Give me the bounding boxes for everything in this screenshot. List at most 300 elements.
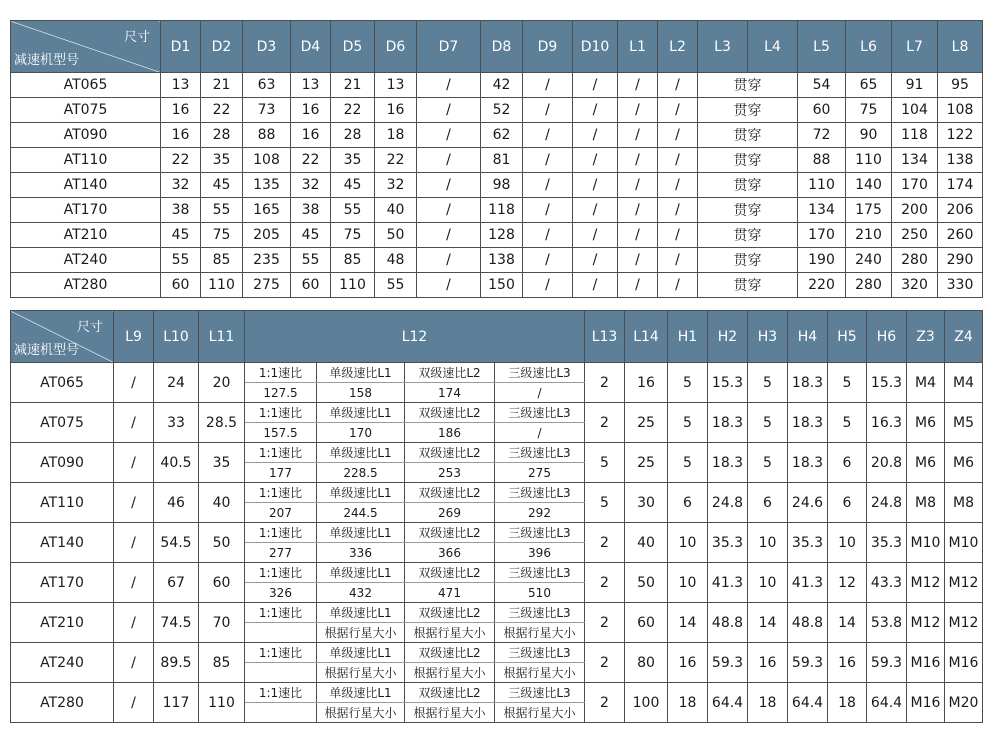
cell-d4: 38 xyxy=(291,198,331,223)
cell-l14: 60 xyxy=(625,603,668,643)
l12-ratio-label: 单级速比L1 xyxy=(317,563,405,583)
cell-d3: 235 xyxy=(243,248,291,273)
cell-d7: / xyxy=(417,98,481,123)
column-header: L2 xyxy=(658,21,698,73)
table-row xyxy=(11,223,983,248)
cell-d4: 60 xyxy=(291,273,331,298)
cell-d1: 16 xyxy=(161,98,201,123)
cell-d5: 110 xyxy=(331,273,375,298)
cell-l9: / xyxy=(114,483,154,523)
cell-l9: / xyxy=(114,603,154,643)
column-header: L9 xyxy=(114,311,154,363)
cell-l10: 46 xyxy=(154,483,199,523)
cell-z4: M5 xyxy=(945,403,983,443)
cell-l6: 240 xyxy=(846,248,892,273)
cell-l13: 2 xyxy=(585,363,625,403)
model-cell: AT140 xyxy=(11,173,161,198)
cell-d7: / xyxy=(417,123,481,148)
column-header: L11 xyxy=(199,311,245,363)
cell-l8: 290 xyxy=(938,248,983,273)
cell-l9: / xyxy=(114,363,154,403)
l12-ratio-label: 单级速比L1 xyxy=(317,363,405,383)
cell-d6: 32 xyxy=(375,173,417,198)
table-row xyxy=(11,273,983,298)
cell-h1: 10 xyxy=(668,523,708,563)
l12-ratio-label: 单级速比L1 xyxy=(317,443,405,463)
model-cell: AT280 xyxy=(11,273,161,298)
l12-ratio-label: 三级速比L3 xyxy=(495,523,585,543)
cell-d7: / xyxy=(417,73,481,98)
model-cell: AT090 xyxy=(11,123,161,148)
l12-ratio-value: 根据行星大小 xyxy=(495,623,585,643)
cell-l3-l4: 贯穿 xyxy=(698,223,798,248)
cell-h4: 59.3 xyxy=(788,643,828,683)
cell-h6: 59.3 xyxy=(867,643,907,683)
cell-l5: 190 xyxy=(798,248,846,273)
dimension-table-top xyxy=(10,20,983,298)
cell-d2: 85 xyxy=(201,248,243,273)
model-cell: AT170 xyxy=(11,198,161,223)
cell-z4: M12 xyxy=(945,603,983,643)
cell-d5: 35 xyxy=(331,148,375,173)
cell-d10: / xyxy=(573,173,618,198)
cell-l7: 200 xyxy=(892,198,938,223)
cell-z4: M12 xyxy=(945,563,983,603)
cell-l1: / xyxy=(618,173,658,198)
cell-h1: 6 xyxy=(668,483,708,523)
l12-ratio-value: 326 xyxy=(245,583,317,603)
cell-h5: 10 xyxy=(828,523,867,563)
cell-d8: 138 xyxy=(481,248,523,273)
l12-ratio-label: 三级速比L3 xyxy=(495,643,585,663)
l12-ratio-label: 1:1速比 xyxy=(245,443,317,463)
cell-d10: / xyxy=(573,73,618,98)
cell-l6: 280 xyxy=(846,273,892,298)
model-cell: AT210 xyxy=(11,223,161,248)
cell-d2: 55 xyxy=(201,198,243,223)
cell-l2: / xyxy=(658,173,698,198)
cell-l11: 85 xyxy=(199,643,245,683)
l12-ratio-label: 单级速比L1 xyxy=(317,403,405,423)
cell-d2: 45 xyxy=(201,173,243,198)
cell-z4: M4 xyxy=(945,363,983,403)
l12-ratio-label: 双级速比L2 xyxy=(405,363,495,383)
cell-d7: / xyxy=(417,273,481,298)
l12-ratio-value: 根据行星大小 xyxy=(405,703,495,723)
table-row xyxy=(11,248,983,273)
l12-ratio-value: 366 xyxy=(405,543,495,563)
l12-ratio-value xyxy=(245,623,317,643)
cell-d4: 55 xyxy=(291,248,331,273)
cell-d3: 88 xyxy=(243,123,291,148)
table-row xyxy=(11,643,983,663)
cell-d4: 16 xyxy=(291,98,331,123)
cell-z3: M12 xyxy=(907,563,945,603)
l12-ratio-label: 三级速比L3 xyxy=(495,403,585,423)
l12-ratio-value: 根据行星大小 xyxy=(317,703,405,723)
cell-d8: 52 xyxy=(481,98,523,123)
cell-l11: 40 xyxy=(199,483,245,523)
l12-ratio-label: 双级速比L2 xyxy=(405,483,495,503)
cell-l10: 117 xyxy=(154,683,199,723)
table-row xyxy=(11,173,983,198)
cell-d2: 22 xyxy=(201,98,243,123)
cell-h5: 5 xyxy=(828,403,867,443)
cell-l11: 35 xyxy=(199,443,245,483)
l12-ratio-label: 双级速比L2 xyxy=(405,403,495,423)
model-cell: AT090 xyxy=(11,443,114,483)
column-header: D7 xyxy=(417,21,481,73)
l12-ratio-label: 1:1速比 xyxy=(245,523,317,543)
cell-l11: 110 xyxy=(199,683,245,723)
column-header: H3 xyxy=(748,311,788,363)
table-row xyxy=(11,98,983,123)
l12-ratio-value: 269 xyxy=(405,503,495,523)
cell-l10: 40.5 xyxy=(154,443,199,483)
cell-h4: 18.3 xyxy=(788,363,828,403)
cell-h2: 41.3 xyxy=(708,563,748,603)
l12-ratio-value: 275 xyxy=(495,463,585,483)
cell-h3: 5 xyxy=(748,443,788,483)
cell-l2: / xyxy=(658,273,698,298)
cell-l1: / xyxy=(618,73,658,98)
cell-d7: / xyxy=(417,198,481,223)
l12-ratio-value: 158 xyxy=(317,383,405,403)
cell-h6: 16.3 xyxy=(867,403,907,443)
cell-h2: 48.8 xyxy=(708,603,748,643)
corner-header-dimension: 尺寸 xyxy=(76,320,103,335)
cell-l6: 75 xyxy=(846,98,892,123)
cell-d3: 275 xyxy=(243,273,291,298)
cell-l7: 91 xyxy=(892,73,938,98)
l12-ratio-label: 双级速比L2 xyxy=(405,643,495,663)
cell-d4: 16 xyxy=(291,123,331,148)
l12-ratio-value: / xyxy=(495,383,585,403)
table-row xyxy=(11,403,983,423)
table-row xyxy=(11,198,983,223)
cell-d9: / xyxy=(523,73,573,98)
cell-d5: 28 xyxy=(331,123,375,148)
cell-l8: 330 xyxy=(938,273,983,298)
cell-l9: / xyxy=(114,563,154,603)
cell-l9: / xyxy=(114,683,154,723)
cell-h1: 16 xyxy=(668,643,708,683)
cell-l7: 104 xyxy=(892,98,938,123)
l12-ratio-value: 207 xyxy=(245,503,317,523)
cell-l11: 60 xyxy=(199,563,245,603)
cell-d6: 55 xyxy=(375,273,417,298)
l12-ratio-label: 1:1速比 xyxy=(245,683,317,703)
column-header: D8 xyxy=(481,21,523,73)
column-header: L8 xyxy=(938,21,983,73)
table-row xyxy=(11,483,983,503)
l12-ratio-label: 1:1速比 xyxy=(245,643,317,663)
l12-ratio-label: 双级速比L2 xyxy=(405,443,495,463)
cell-z3: M16 xyxy=(907,683,945,723)
cell-d10: / xyxy=(573,123,618,148)
cell-l14: 80 xyxy=(625,643,668,683)
cell-d9: / xyxy=(523,123,573,148)
corner-header xyxy=(11,311,114,363)
cell-l2: / xyxy=(658,248,698,273)
cell-h3: 10 xyxy=(748,563,788,603)
table-row xyxy=(11,73,983,98)
cell-l7: 320 xyxy=(892,273,938,298)
cell-h4: 35.3 xyxy=(788,523,828,563)
cell-d1: 55 xyxy=(161,248,201,273)
l12-ratio-label: 三级速比L3 xyxy=(495,443,585,463)
cell-h1: 5 xyxy=(668,443,708,483)
cell-l3-l4: 贯穿 xyxy=(698,198,798,223)
cell-z4: M8 xyxy=(945,483,983,523)
cell-l7: 118 xyxy=(892,123,938,148)
column-header: L14 xyxy=(625,311,668,363)
cell-h6: 35.3 xyxy=(867,523,907,563)
l12-ratio-value: 根据行星大小 xyxy=(405,623,495,643)
cell-h5: 18 xyxy=(828,683,867,723)
cell-d6: 18 xyxy=(375,123,417,148)
l12-ratio-label: 单级速比L1 xyxy=(317,483,405,503)
cell-d7: / xyxy=(417,148,481,173)
cell-h5: 14 xyxy=(828,603,867,643)
cell-d10: / xyxy=(573,248,618,273)
cell-l10: 33 xyxy=(154,403,199,443)
cell-d4: 45 xyxy=(291,223,331,248)
cell-z3: M4 xyxy=(907,363,945,403)
cell-l13: 2 xyxy=(585,523,625,563)
cell-d9: / xyxy=(523,248,573,273)
column-header: L5 xyxy=(798,21,846,73)
cell-d8: 118 xyxy=(481,198,523,223)
cell-h2: 35.3 xyxy=(708,523,748,563)
cell-h3: 18 xyxy=(748,683,788,723)
cell-l1: / xyxy=(618,98,658,123)
cell-h2: 15.3 xyxy=(708,363,748,403)
column-header: Z3 xyxy=(907,311,945,363)
cell-l2: / xyxy=(658,73,698,98)
cell-l2: / xyxy=(658,198,698,223)
l12-ratio-label: 双级速比L2 xyxy=(405,563,495,583)
table-row xyxy=(11,123,983,148)
model-cell: AT140 xyxy=(11,523,114,563)
cell-l6: 110 xyxy=(846,148,892,173)
cell-d1: 38 xyxy=(161,198,201,223)
cell-l1: / xyxy=(618,148,658,173)
cell-h5: 16 xyxy=(828,643,867,683)
cell-h1: 14 xyxy=(668,603,708,643)
cell-d2: 21 xyxy=(201,73,243,98)
l12-ratio-label: 双级速比L2 xyxy=(405,683,495,703)
cell-l14: 25 xyxy=(625,443,668,483)
column-header: D6 xyxy=(375,21,417,73)
l12-ratio-label: 1:1速比 xyxy=(245,603,317,623)
cell-d8: 150 xyxy=(481,273,523,298)
cell-l11: 70 xyxy=(199,603,245,643)
cell-l8: 260 xyxy=(938,223,983,248)
cell-l13: 5 xyxy=(585,443,625,483)
cell-l8: 95 xyxy=(938,73,983,98)
column-header: D10 xyxy=(573,21,618,73)
cell-d9: / xyxy=(523,198,573,223)
cell-d2: 110 xyxy=(201,273,243,298)
cell-d3: 63 xyxy=(243,73,291,98)
l12-ratio-label: 1:1速比 xyxy=(245,403,317,423)
l12-ratio-value: 277 xyxy=(245,543,317,563)
cell-d10: / xyxy=(573,148,618,173)
model-cell: AT110 xyxy=(11,148,161,173)
cell-l8: 108 xyxy=(938,98,983,123)
column-header: H2 xyxy=(708,311,748,363)
cell-h5: 6 xyxy=(828,483,867,523)
cell-l7: 250 xyxy=(892,223,938,248)
l12-ratio-value xyxy=(245,663,317,683)
cell-d5: 45 xyxy=(331,173,375,198)
model-cell: AT240 xyxy=(11,248,161,273)
cell-d3: 135 xyxy=(243,173,291,198)
cell-l5: 170 xyxy=(798,223,846,248)
l12-ratio-value: 根据行星大小 xyxy=(317,663,405,683)
cell-l2: / xyxy=(658,123,698,148)
cell-l8: 206 xyxy=(938,198,983,223)
l12-ratio-label: 三级速比L3 xyxy=(495,683,585,703)
cell-h2: 18.3 xyxy=(708,403,748,443)
l12-ratio-value: 127.5 xyxy=(245,383,317,403)
cell-l3-l4: 贯穿 xyxy=(698,148,798,173)
l12-ratio-value: 432 xyxy=(317,583,405,603)
cell-l13: 2 xyxy=(585,643,625,683)
cell-z3: M6 xyxy=(907,443,945,483)
cell-h5: 6 xyxy=(828,443,867,483)
l12-ratio-value: 177 xyxy=(245,463,317,483)
cell-l3-l4: 贯穿 xyxy=(698,123,798,148)
cell-l1: / xyxy=(618,248,658,273)
cell-d10: / xyxy=(573,223,618,248)
cell-l11: 50 xyxy=(199,523,245,563)
column-header: L6 xyxy=(846,21,892,73)
l12-ratio-label: 1:1速比 xyxy=(245,483,317,503)
cell-h5: 5 xyxy=(828,363,867,403)
column-header: L1 xyxy=(618,21,658,73)
cell-h5: 12 xyxy=(828,563,867,603)
cell-l6: 210 xyxy=(846,223,892,248)
cell-l13: 2 xyxy=(585,563,625,603)
l12-ratio-label: 1:1速比 xyxy=(245,363,317,383)
cell-l5: 220 xyxy=(798,273,846,298)
l12-ratio-label: 单级速比L1 xyxy=(317,643,405,663)
cell-l5: 88 xyxy=(798,148,846,173)
cell-d1: 22 xyxy=(161,148,201,173)
cell-h1: 18 xyxy=(668,683,708,723)
column-header: L3 xyxy=(698,21,748,73)
cell-l10: 89.5 xyxy=(154,643,199,683)
cell-l9: / xyxy=(114,523,154,563)
l12-ratio-value: 根据行星大小 xyxy=(405,663,495,683)
model-cell: AT210 xyxy=(11,603,114,643)
cell-l2: / xyxy=(658,98,698,123)
l12-ratio-label: 1:1速比 xyxy=(245,563,317,583)
cell-l5: 60 xyxy=(798,98,846,123)
cell-h3: 5 xyxy=(748,363,788,403)
column-header: H4 xyxy=(788,311,828,363)
cell-l6: 65 xyxy=(846,73,892,98)
cell-l8: 122 xyxy=(938,123,983,148)
table-row xyxy=(11,363,983,383)
l12-ratio-value: 174 xyxy=(405,383,495,403)
model-cell: AT075 xyxy=(11,403,114,443)
cell-d7: / xyxy=(417,173,481,198)
l12-ratio-label: 三级速比L3 xyxy=(495,563,585,583)
model-cell: AT280 xyxy=(11,683,114,723)
cell-d2: 28 xyxy=(201,123,243,148)
cell-h2: 64.4 xyxy=(708,683,748,723)
cell-l11: 20 xyxy=(199,363,245,403)
corner-header-model: 减速机型号 xyxy=(14,343,80,358)
l12-ratio-value: 根据行星大小 xyxy=(495,663,585,683)
l12-ratio-value: 157.5 xyxy=(245,423,317,443)
l12-ratio-value: / xyxy=(495,423,585,443)
table-row xyxy=(11,563,983,583)
cell-l3-l4: 贯穿 xyxy=(698,273,798,298)
cell-h4: 24.6 xyxy=(788,483,828,523)
cell-d6: 50 xyxy=(375,223,417,248)
cell-d3: 73 xyxy=(243,98,291,123)
cell-h2: 59.3 xyxy=(708,643,748,683)
cell-d4: 32 xyxy=(291,173,331,198)
l12-ratio-value: 186 xyxy=(405,423,495,443)
cell-h3: 16 xyxy=(748,643,788,683)
cell-d10: / xyxy=(573,273,618,298)
cell-d9: / xyxy=(523,223,573,248)
cell-l14: 100 xyxy=(625,683,668,723)
cell-l6: 175 xyxy=(846,198,892,223)
l12-ratio-value: 510 xyxy=(495,583,585,603)
cell-l14: 40 xyxy=(625,523,668,563)
cell-d1: 45 xyxy=(161,223,201,248)
cell-h4: 64.4 xyxy=(788,683,828,723)
cell-d5: 55 xyxy=(331,198,375,223)
cell-l13: 5 xyxy=(585,483,625,523)
cell-l10: 74.5 xyxy=(154,603,199,643)
cell-h6: 24.8 xyxy=(867,483,907,523)
cell-l14: 25 xyxy=(625,403,668,443)
table-row xyxy=(11,443,983,463)
cell-l1: / xyxy=(618,198,658,223)
cell-l5: 72 xyxy=(798,123,846,148)
cell-d10: / xyxy=(573,198,618,223)
cell-l13: 2 xyxy=(585,603,625,643)
table-row xyxy=(11,148,983,173)
l12-ratio-value xyxy=(245,703,317,723)
cell-l5: 54 xyxy=(798,73,846,98)
l12-ratio-value: 253 xyxy=(405,463,495,483)
cell-h3: 6 xyxy=(748,483,788,523)
l12-ratio-value: 根据行星大小 xyxy=(495,703,585,723)
cell-l7: 134 xyxy=(892,148,938,173)
cell-l10: 67 xyxy=(154,563,199,603)
column-header: D3 xyxy=(243,21,291,73)
cell-d1: 60 xyxy=(161,273,201,298)
column-header: H6 xyxy=(867,311,907,363)
table-row xyxy=(11,523,983,543)
cell-l6: 140 xyxy=(846,173,892,198)
cell-d4: 22 xyxy=(291,148,331,173)
cell-d10: / xyxy=(573,98,618,123)
dimension-table-top-body xyxy=(11,73,983,298)
l12-ratio-value: 292 xyxy=(495,503,585,523)
cell-l13: 2 xyxy=(585,403,625,443)
cell-l1: / xyxy=(618,273,658,298)
cell-d9: / xyxy=(523,98,573,123)
